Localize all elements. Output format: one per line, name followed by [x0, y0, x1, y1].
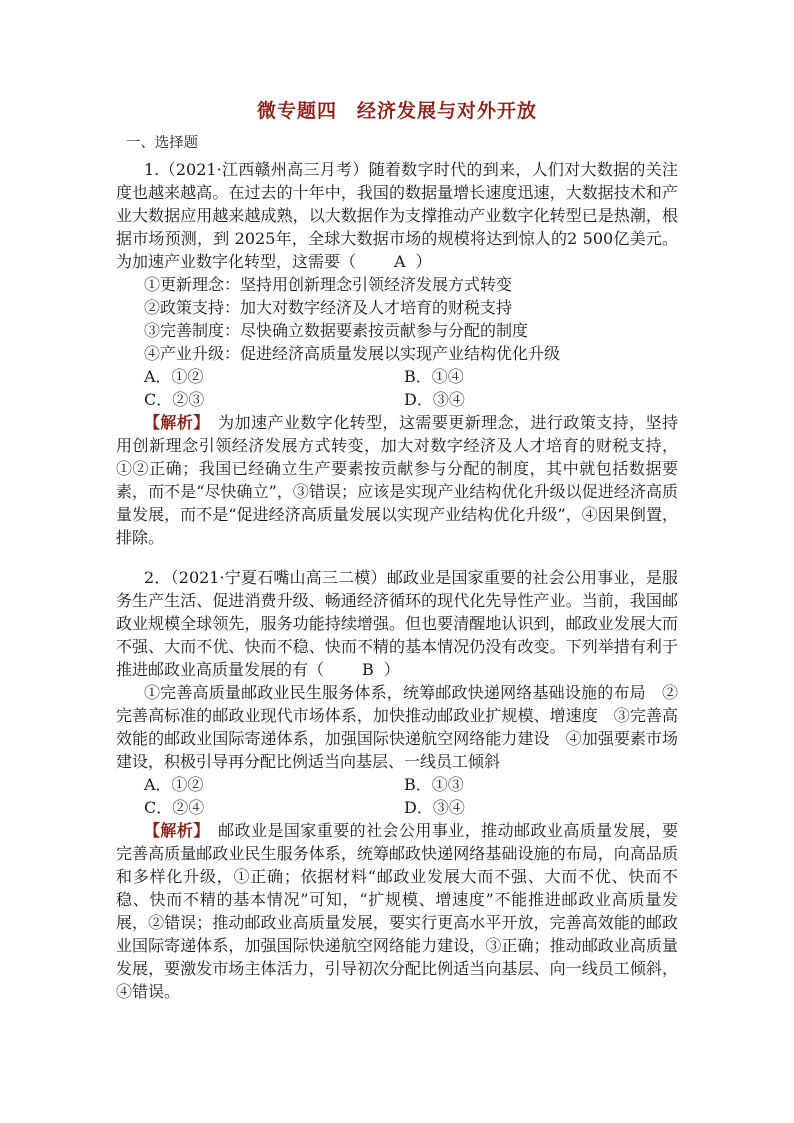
answer-label: A	[394, 252, 406, 271]
analysis-tag: 【解析】	[144, 413, 202, 432]
choice-b: B．①③	[404, 775, 464, 794]
question-stem: 1.（2021·江西赣州高三月考）随着数字时代的到来，人们对大数据的关注度也越来越高。在过去的十年中，我国的数据量增长速度迅速，大数据技术和产业大数据应用越来越成熟，以大数据作为支撑推动产业数字化转型已是热潮，根据市场预测，到 2025年，全球大数据市场的规模将达到惊人的2 500亿美元。为加速产业数字化转型，这需要（ A ）	[116, 160, 678, 271]
statement-item: ③完善制度：尽快确立数据要素按贡献参与分配的制度	[144, 321, 529, 340]
question-2	[116, 565, 678, 1002]
choice-row	[116, 364, 678, 387]
analysis: 【解析】 为加速产业数字化转型，这需要更新理念，进行政策支持，坚持用创新理念引领经济发展方式转变，加大对数字经济及人才培育的财税支持，①②正确；我国已经确立生产要素按贡献参与分配的制度，其中就包括数据要素，而不是“尽快确立”，③错误；应该是实现产业结构优化升级以促进经济高质量发展，而不是“促进经济高质量发展以实现产业结构优化升级”，④因果倒置，排除。	[116, 413, 678, 547]
choice-a: A．①②	[144, 775, 204, 794]
choice-row	[116, 387, 678, 410]
statement-item: ①更新理念：坚持用创新理念引领经济发展方式转变	[144, 275, 513, 294]
choice-c: C．②④	[144, 798, 205, 817]
page-title: 微专题四 经济发展与对外开放	[256, 100, 537, 122]
answer-label: B	[362, 660, 374, 679]
choice-row	[116, 772, 678, 795]
choice-row	[116, 795, 678, 818]
statement-item: ④产业升级：促进经济高质量发展以实现产业结构优化升级	[144, 344, 561, 363]
choice-c: C．②③	[144, 390, 205, 409]
choice-b: B．①④	[404, 367, 464, 386]
section-heading: 一、选择题	[126, 135, 198, 151]
choice-d: D．③④	[404, 390, 465, 409]
analysis: 【解析】 邮政业是国家重要的社会公用事业，推动邮政业高质量发展，要完善高质量邮政业民生服务体系，统筹邮政快递网络基础设施的布局，向高品质和多样化升级，①正确；依据材料“邮政业发展大而不强、大而不优、快而不稳、快而不精的基本情况”可知，“扩规模、增速度”不能推进邮政业高质量发展，②错误；推动邮政业高质量发展，要实行更高水平开放，完善高效能的邮政业国际寄递体系，加强国际快递航空网络能力建设，③正确；推动邮政业高质量发展，要激发市场主体活力，引导初次分配比例适当向基层、向一线员工倾斜，④错误。	[116, 821, 678, 1001]
question-stem: 2．（2021·宁夏石嘴山高三二模）邮政业是国家重要的社会公用事业，是服务生产生活、促进消费升级、畅通经济循环的现代化先导性产业。当前，我国邮政业规模全球领先，服务功能持续增强。但也要清醒地认识到，邮政业发展大而不强、大而不优、快而不稳、快而不精的基本情况仍没有改变。下列举措有利于推进邮政业高质量发展的有（ B ）	[116, 568, 678, 679]
analysis-tag: 【解析】	[144, 821, 202, 840]
statement-list: ①完善高质量邮政业民生服务体系，统筹邮政快递网络基础设施的布局 ②完善高标准的邮政业现代市场体系，加快推动邮政业扩规模、增速度 ③完善高效能的邮政业国际寄递体系，加强国际快递航空网络能力建设 ④加强要素市场建设，积极引导再分配比例适当向基层、一线员工倾斜	[116, 683, 678, 771]
choice-d: D．③④	[404, 798, 465, 817]
statement-item: ②政策支持：加大对数字经济及人才培育的财税支持	[144, 298, 513, 317]
question-1	[116, 157, 678, 548]
choice-a: A．①②	[144, 367, 204, 386]
